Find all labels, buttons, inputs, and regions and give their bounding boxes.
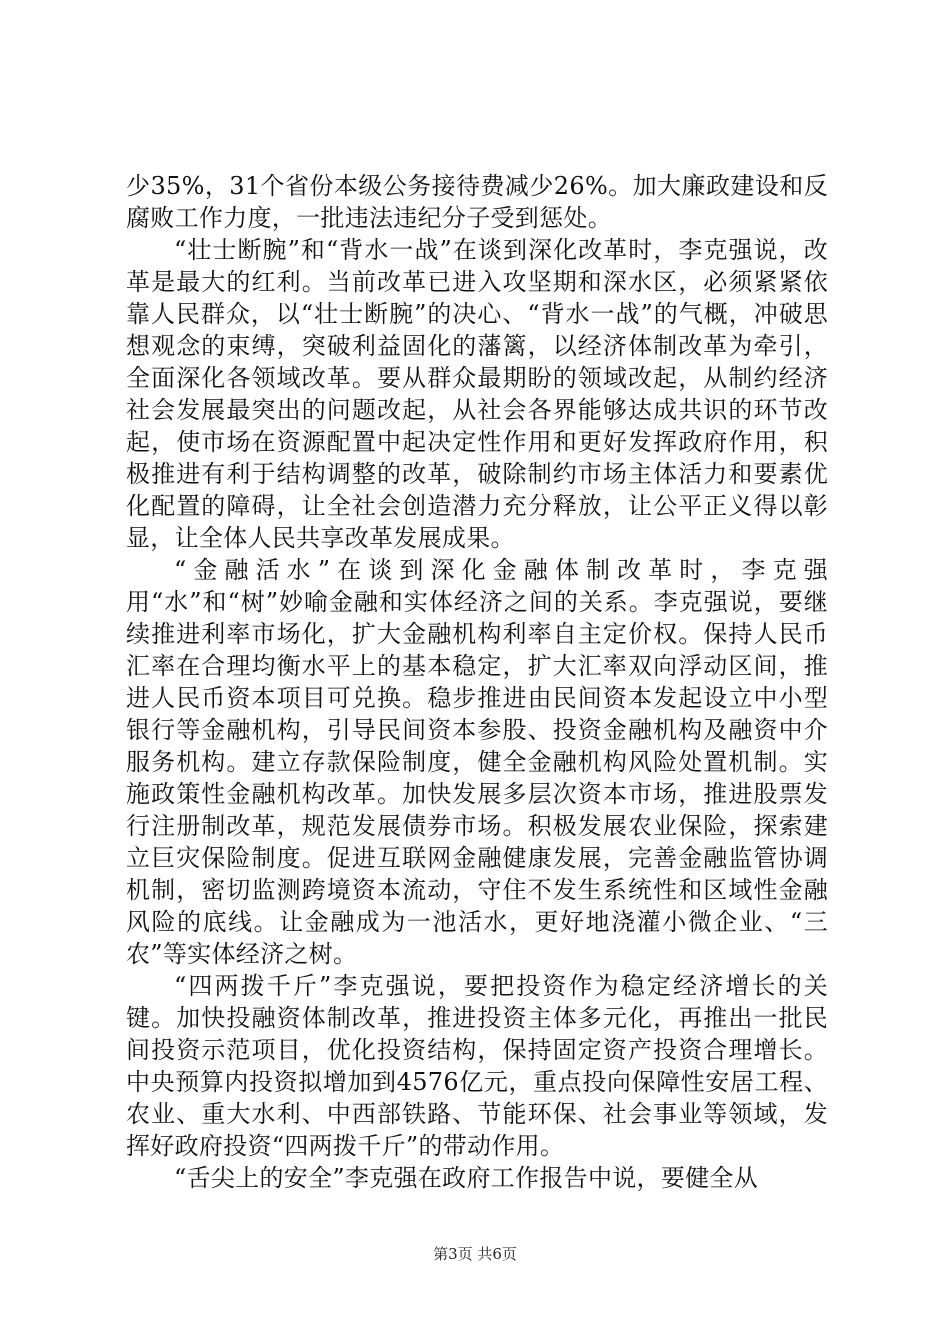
- page-number-footer: 第3页 共6页: [433, 1245, 517, 1263]
- paragraph-continuation: 少35%，31个省份本级公务接待费减少26%。加大廉政建设和反腐败工作力度，一批违法违纪分子受到惩处。: [126, 172, 828, 232]
- paragraph-food-safety: “舌尖上的安全”李克强在政府工作报告中说，要健全从: [174, 1164, 759, 1192]
- paragraph-investment: “四两拨千斤”李克强说，要把投资作为稳定经济增长的关键。加快投融资体制改革，推进投资主体多元化，再推出一批民间投资示范项目，优化投资结构，保持固定资产投资合理增长。中央预算内投资拟增加到4576亿元，重点投向保障性安居工程、农业、重大水利、中西部铁路、节能环保、社会事业等领域，发挥好政府投资“四两拨千斤”的带动作用。: [126, 972, 828, 1160]
- document-body: [126, 170, 828, 1194]
- paragraph-reform: “壮士断腕”和“背水一战”在谈到深化改革时，李克强说，改革是最大的红利。当前改革已进入攻坚期和深水区，必须紧紧依靠人民群众，以“壮士断腕”的决心、“背水一战”的气概，冲破思想观念的束缚，突破利益固化的藩篱，以经济体制改革为牵引，全面深化各领域改革。要从群众最期盼的领域改起，从制约经济社会发展最突出的问题改起，从社会各界能够达成共识的环节改起，使市场在资源配置中起决定性作用和更好发挥政府作用，积极推进有利于结构调整的改革，破除制约市场主体活力和要素优化配置的障碍，让全社会创造潜力充分释放，让公平正义得以彰显，让全体人民共享改革发展成果。: [126, 236, 828, 552]
- paragraph-finance: “金融活水”在谈到深化金融体制改革时，李克强用“水”和“树”妙喻金融和实体经济之间的关系。李克强说，要继续推进利率市场化，扩大金融机构利率自主定价权。保持人民币汇率在合理均衡水平上的基本稳定，扩大汇率双向浮动区间，推进人民币资本项目可兑换。稳步推进由民间资本发起设立中小型银行等金融机构，引导民间资本参股、投资金融机构及融资中介服务机构。建立存款保险制度，健全金融机构风险处置机制。实施政策性金融机构改革。加快发展多层次资本市场，推进股票发行注册制改革，规范发展债券市场。积极发展农业保险，探索建立巨灾保险制度。促进互联网金融健康发展，完善金融监管协调机制，密切监测跨境资本流动，守住不发生系统性和区域性金融风险的底线。让金融成为一池活水，更好地浇灌小微企业、“三农”等实体经济之树。: [126, 556, 828, 968]
